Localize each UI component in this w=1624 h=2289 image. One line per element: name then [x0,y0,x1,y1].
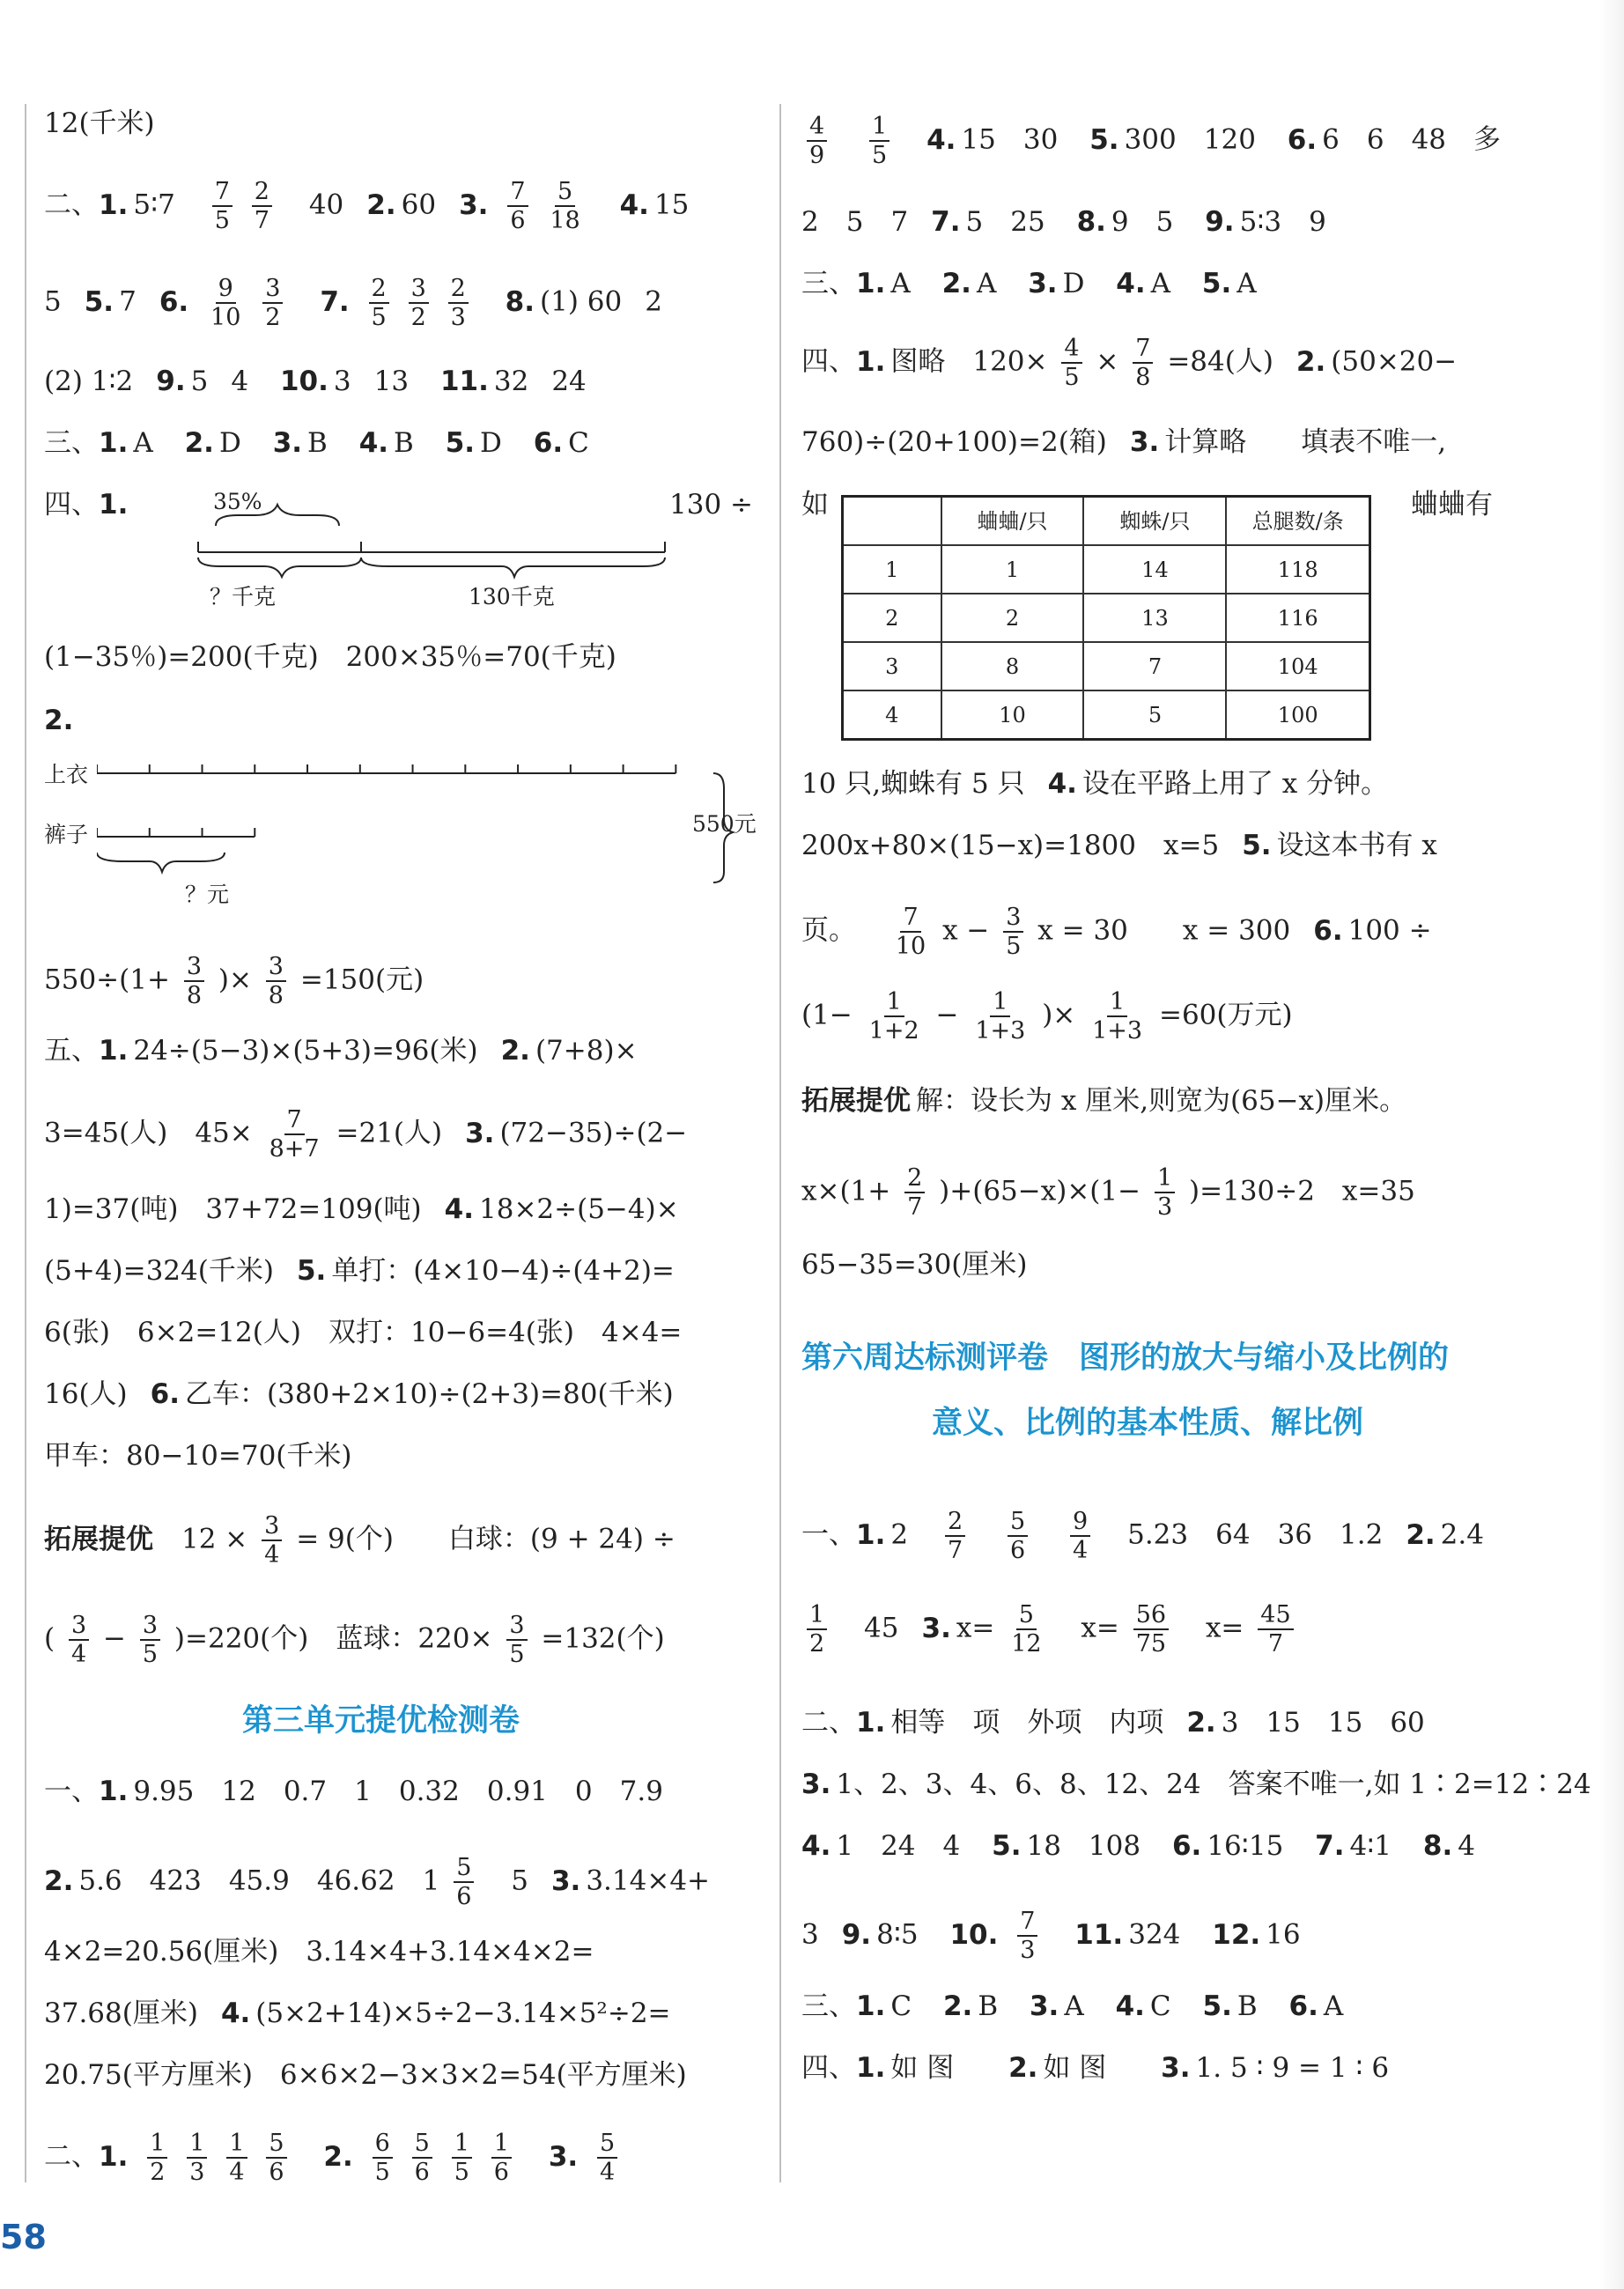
fraction: $\frac{1}{5}$ [869,113,890,169]
fraction: $\frac{1}{3}$ [187,2130,207,2186]
fraction: $\frac{5}{18}$ [550,178,580,234]
answer-line: 20.75(平方厘米) 6×6×2−3×3×2=54(平方厘米) [44,2059,687,2091]
table-cell: 2 [843,594,941,642]
answer-line: 如 [801,489,829,521]
fraction: $\frac{3}{5}$ [506,1612,527,1668]
table-cell: 118 [1226,545,1369,594]
fraction: $\frac{7}{8+7}$ [269,1106,320,1163]
answer-line: 五、1. 24÷(5−3)×(5+3)=96(米) 2. (7+8)× [44,1035,638,1067]
brace-bottom-left [198,557,361,577]
fraction: $\frac{3}{8}$ [184,953,204,1009]
table-cell: 1 [843,545,941,594]
fraction: $\frac{2}{7}$ [904,1164,925,1221]
shirt-label: 上衣 [44,762,89,787]
answer-line: 页。 $\frac{7}{10}$ x − $\frac{3}{5}$ x = 30 x = 300 6. 100 ÷ [801,904,1432,960]
fraction: $\frac{3}{2}$ [409,275,429,331]
known-kg-label: 130千克 [469,584,555,609]
pants-label: 裤子 [44,822,89,847]
table-row [843,545,1370,594]
fraction: $\frac{3}{4}$ [262,1512,282,1569]
column-divider [779,104,781,2182]
fraction: $\frac{5}{12}$ [1011,1601,1042,1658]
answer-line: (1− $\frac{1}{1+2}$ − $\frac{1}{1+3}$ )× $\frac{1}{1+3}$ =60(万元) [801,988,1293,1045]
answer-line: 6(张) 6×2=12(人) 双打：10−6=4(张) 4×4= [44,1317,683,1348]
fraction: $\frac{5}{6}$ [454,1854,474,1910]
answer-line: 1)=37(吨) 37+72=109(吨) 4. 18×2÷(5−4)× [44,1193,679,1225]
fraction: $\frac{9}{10}$ [210,275,241,331]
page-number: 58 [0,2218,47,2256]
answer-line: (5+4)=324(千米) 5. 单打：(4×10−4)÷(4+2)= [44,1255,675,1287]
fraction: $\frac{5}{6}$ [266,2130,286,2186]
answer-line: 四、1. [44,489,129,521]
answer-line: 4×2=20.56(厘米) 3.14×4+3.14×4×2= [44,1936,594,1968]
shirt-segment [97,764,675,773]
answer-line: 16(人) 6. 乙车：(380+2×10)÷(2+3)=80(千米) [44,1378,674,1410]
fraction: $\frac{4}{9}$ [807,113,827,169]
answer-line: 2. 5.6 423 45.9 46.62 1 $\frac{5}{6}$ 5 3. 3.14×4+ [44,1854,711,1910]
table-cell: 7 [1083,642,1226,690]
answer-line: (1−35％)=200(千克) 200×35％=70(千克) [44,641,616,673]
left-margin-rule [25,104,26,2182]
answer-line: 一、1. 2 $\frac{2}{7}$ $\frac{5}{6}$ $\frac{9}{4}$ 5.23 64 36 1.2 2. 2.4 [801,1508,1484,1564]
unknown-price-label: ？元 [185,882,230,907]
table-cell: 8 [941,642,1084,690]
answer-line: $\frac{4}{9}$ $\frac{1}{5}$ 4. 15 30 5. 300 120 6. 6 6 48 多 [801,113,1501,169]
fraction: $\frac{2}{5}$ [369,275,389,331]
table-cell: 1 [941,545,1084,594]
table-cell: 116 [1226,594,1369,642]
fraction: $\frac{4}{5}$ [1061,335,1081,391]
table-cell: 104 [1226,642,1369,690]
fraction: $\frac{7}{5}$ [212,178,233,234]
fraction: $\frac{45}{7}$ [1258,1601,1293,1658]
answer-line: 2 5 7 7. 5 25 8. 9 5 9. 5∶3 9 [801,206,1326,238]
answer-line: 三、1. A 2. D 3. B 4. B 5. D 6. C [44,427,589,459]
fraction: $\frac{2}{7}$ [252,178,272,234]
answer-line-tail: 蛐蛐有 [1411,489,1493,521]
fraction: $\frac{9}{4}$ [1070,1508,1090,1564]
answer-line: 拓展提优 12 × $\frac{3}{4}$ = 9(个) 白球：(9 + 24) ÷ [44,1512,675,1569]
table-cell: 4 [843,690,941,740]
answer-line: 10 只,蜘蛛有 5 只 4. 设在平路上用了 x 分钟。 [801,768,1389,800]
fraction: $\frac{1}{3}$ [1155,1164,1175,1221]
left-column [44,0,757,2289]
table-header-cell: 总腿数/条 [1226,497,1369,546]
answer-line: 三、1. A 2. A 3. D 4. A 5. A [801,268,1257,299]
section-heading-unit3: 第三单元提优检测卷 [242,1703,520,1739]
total-price-label: 550元 [692,811,757,837]
answer-line: 5 5. 7 6. $\frac{9}{10}$ $\frac{3}{2}$ 7. $\frac{2}{5}$ $\frac{3}{2}$ $\frac{2}{3}$ 8. (1) 60 2 [44,275,662,331]
table-cell: 100 [1226,690,1369,740]
fraction: $\frac{1}{5}$ [452,2130,472,2186]
unknown-kg-label: ？千克 [210,584,277,609]
table-header-cell: 蛐蛐/只 [941,497,1084,546]
fraction: $\frac{56}{75}$ [1133,1601,1169,1658]
table-cell: 13 [1083,594,1226,642]
answer-line: ( $\frac{3}{4}$ − $\frac{3}{5}$ )=220(个) 蓝球：220× $\frac{3}{5}$ =132(个) [44,1612,665,1668]
answer-line: (2) 1∶2 9. 5 4 10. 3 13 11. 32 24 [44,366,587,397]
table-cell: 10 [941,690,1084,740]
table-header-row [843,497,1370,546]
answer-line: 拓展提优 解：设长为 x 厘米,则宽为(65−x)厘米。 [801,1085,1407,1117]
answer-line: 二、1. 5∶7 $\frac{7}{5}$ $\frac{2}{7}$ 40 2. 60 3. $\frac{7}{6}$ $\frac{5}{18}$ 4. 15 [44,178,690,234]
answer-line: 200x+80×(15−x)=1800 x=5 5. 设这本书有 x [801,830,1437,861]
pants-part-brace [97,853,225,872]
table-row [843,594,1370,642]
table-cell: 14 [1083,545,1226,594]
fraction: $\frac{3}{5}$ [1003,904,1023,960]
table-header-cell: 蜘蛛/只 [1083,497,1226,546]
answer-line: 3. 1、2、3、4、6、8、12、24 答案不唯一,如 1∶2=12∶24 [801,1768,1591,1800]
answer-line: 甲车：80−10=70(千米) [44,1440,352,1472]
answer-line: 65−35=30(厘米) [801,1249,1028,1281]
answer-line: 3=45(人) 45× $\frac{7}{8+7}$ =21(人) 3. (72−35)÷(2− [44,1106,688,1163]
answer-line: $\frac{1}{2}$ 45 3. x= $\frac{5}{12}$ x= $\frac{56}{75}$ x= $\frac{45}{7}$ [801,1601,1299,1658]
fraction: $\frac{7}{6}$ [507,178,528,234]
answer-line: 四、1. 如 图 2. 如 图 3. 1. 5 ∶ 9 = 1 ∶ 6 [801,2052,1390,2084]
answer-line: 二、1. 相等 项 外项 内项 2. 3 15 15 60 [801,1707,1425,1739]
table-header-cell [843,497,941,546]
fraction: $\frac{1}{2}$ [807,1601,827,1658]
section-heading-week6-line2: 意义、比例的基本性质、解比例 [932,1406,1364,1441]
fraction: $\frac{2}{7}$ [945,1508,965,1564]
line-segment-diagram-2 [97,749,749,890]
fraction: $\frac{3}{2}$ [262,275,283,331]
answer-line: 二、1. $\frac{1}{2}$ $\frac{1}{3}$ $\frac{1}{4}$ $\frac{5}{6}$ 2. $\frac{6}{5}$ $\frac{5}{6}$ $\frac{1}{5}$ $\frac{1}{6}$ 3. $\frac{5}{4}$ [44,2130,623,2186]
answer-line-tail: 130 ÷ [669,489,753,521]
answer-line: 四、1. 图略 120× $\frac{4}{5}$ × $\frac{7}{8}$ =84(人) 2. (50×20− [801,335,1458,391]
answer-line: 2. [44,705,74,736]
answer-line: 4. 1 24 4 5. 18 108 6. 16∶15 7. 4∶1 8. 4 [801,1830,1475,1862]
table-row [843,642,1370,690]
page-binding-shadow [1599,0,1624,2289]
fraction: $\frac{1}{1+3}$ [1092,988,1143,1045]
table-cell: 2 [941,594,1084,642]
fraction: $\frac{1}{4}$ [226,2130,247,2186]
table-cell: 5 [1083,690,1226,740]
answer-line: x×(1+ $\frac{2}{7}$ )+(65−x)×(1− $\frac{1}{3}$ )=130÷2 x=35 [801,1164,1415,1221]
fraction: $\frac{7}{10}$ [895,904,926,960]
fraction: $\frac{1}{1+3}$ [975,988,1026,1045]
fraction: $\frac{1}{1+2}$ [868,988,919,1045]
fraction: $\frac{2}{3}$ [448,275,469,331]
table-cell: 3 [843,642,941,690]
section-heading-week6-line1: 第六周达标测评卷 图形的放大与缩小及比例的 [801,1340,1450,1376]
percent-label: 35% [213,489,262,514]
answer-line: 三、1. C 2. B 3. A 4. C 5. B 6. A [801,1990,1344,2022]
answer-line: 760)÷(20+100)=2(箱) 3. 计算略 填表不唯一, [801,426,1447,458]
fraction: $\frac{5}{6}$ [412,2130,432,2186]
pants-segment [97,828,255,837]
answer-line: 12(千米) [44,107,155,139]
answer-line: 3 9. 8∶5 10. $\frac{7}{3}$ 11. 324 12. 16 [801,1908,1301,1964]
fraction: $\frac{6}{5}$ [373,2130,393,2186]
fraction: $\frac{1}{2}$ [147,2130,167,2186]
legs-table-body [843,497,1370,740]
fraction: $\frac{3}{8}$ [266,953,286,1009]
answer-line: 550÷(1+ $\frac{3}{8}$ )× $\frac{3}{8}$ =150(元) [44,953,424,1009]
fraction: $\frac{7}{3}$ [1017,1908,1037,1964]
right-column [801,0,1591,2289]
fraction: $\frac{3}{5}$ [140,1612,160,1668]
fraction: $\frac{5}{6}$ [1008,1508,1028,1564]
legs-table [841,495,1371,741]
fraction: $\frac{5}{4}$ [597,2130,617,2186]
fraction: $\frac{3}{4}$ [69,1612,89,1668]
fraction: $\frac{7}{8}$ [1133,335,1153,391]
answer-line: 37.68(厘米) 4. (5×2+14)×5÷2−3.14×5²÷2= [44,1997,671,2029]
fraction: $\frac{1}{6}$ [491,2130,512,2186]
table-row [843,690,1370,740]
answer-line: 一、1. 9.95 12 0.7 1 0.32 0.91 0 7.9 [44,1776,663,1807]
brace-bottom-right [361,557,665,577]
